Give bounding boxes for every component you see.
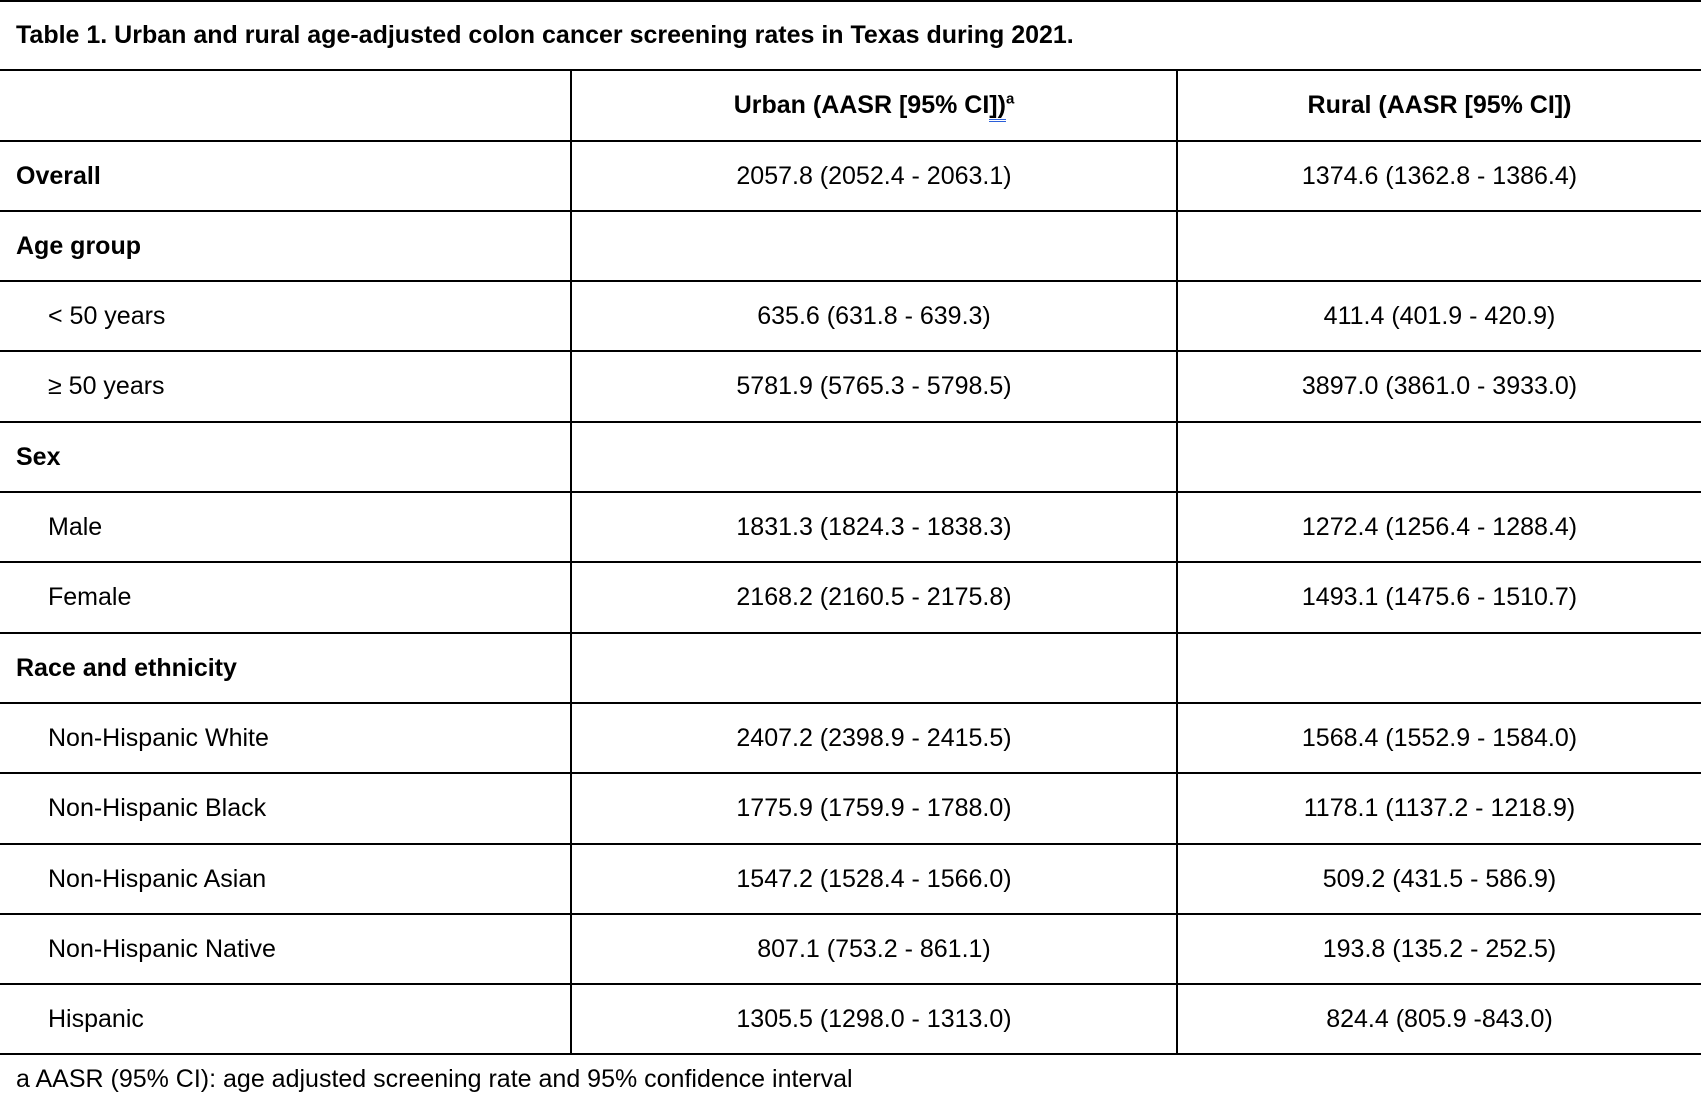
rural-value: 1272.4 (1256.4 - 1288.4) bbox=[1177, 492, 1701, 562]
rural-value: 1374.6 (1362.8 - 1386.4) bbox=[1177, 141, 1701, 211]
row-label: Non-Hispanic Black bbox=[0, 773, 571, 844]
header-rural: Rural (AASR [95% CI]) bbox=[1177, 71, 1701, 141]
row-label: Overall bbox=[0, 141, 571, 211]
urban-value: 2057.8 (2052.4 - 2063.1) bbox=[571, 141, 1177, 211]
rural-value bbox=[1177, 211, 1701, 281]
row-label: Race and ethnicity bbox=[0, 633, 571, 703]
row-label: ≥ 50 years bbox=[0, 351, 571, 422]
table-row bbox=[0, 492, 1701, 562]
urban-value: 1305.5 (1298.0 - 1313.0) bbox=[571, 984, 1177, 1054]
urban-value: 635.6 (631.8 - 639.3) bbox=[571, 281, 1177, 351]
header-urban bbox=[571, 71, 1177, 141]
footnote-marker: a bbox=[1005, 90, 1015, 108]
urban-value: 807.1 (753.2 - 861.1) bbox=[571, 914, 1177, 984]
rural-value: 1568.4 (1552.9 - 1584.0) bbox=[1177, 703, 1701, 773]
rural-value: 411.4 (401.9 - 420.9) bbox=[1177, 281, 1701, 351]
row-label: Non-Hispanic Native bbox=[0, 914, 571, 984]
table-row bbox=[0, 422, 1701, 492]
urban-value: 1831.3 (1824.3 - 1838.3) bbox=[571, 492, 1177, 562]
table-row bbox=[0, 562, 1701, 633]
rural-value: 1178.1 (1137.2 - 1218.9) bbox=[1177, 773, 1701, 844]
urban-value: 2407.2 (2398.9 - 2415.5) bbox=[571, 703, 1177, 773]
row-label: Sex bbox=[0, 422, 571, 492]
table-row bbox=[0, 984, 1701, 1054]
table-footnote: a AASR (95% CI): age adjusted screening rate and 95% confidence interval bbox=[16, 1065, 853, 1093]
data-table bbox=[0, 71, 1701, 1055]
row-label: Female bbox=[0, 562, 571, 633]
rural-value: 193.8 (135.2 - 252.5) bbox=[1177, 914, 1701, 984]
header-urban-underlined: ]) bbox=[989, 91, 1006, 122]
urban-value: 2168.2 (2160.5 - 2175.8) bbox=[571, 562, 1177, 633]
urban-value bbox=[571, 211, 1177, 281]
table-row bbox=[0, 141, 1701, 211]
header-urban-text: Urban (AASR [95% CI bbox=[733, 91, 990, 119]
table-row bbox=[0, 351, 1701, 422]
urban-value bbox=[571, 633, 1177, 703]
row-label: Hispanic bbox=[0, 984, 571, 1054]
rural-value: 1493.1 (1475.6 - 1510.7) bbox=[1177, 562, 1701, 633]
header-row bbox=[0, 71, 1701, 141]
table-caption: Table 1. Urban and rural age-adjusted colon cancer screening rates in Texas during 2021. bbox=[0, 0, 1701, 71]
table-row bbox=[0, 633, 1701, 703]
rural-value: 509.2 (431.5 - 586.9) bbox=[1177, 844, 1701, 914]
row-label: Non-Hispanic White bbox=[0, 703, 571, 773]
rural-value: 3897.0 (3861.0 - 3933.0) bbox=[1177, 351, 1701, 422]
rural-value bbox=[1177, 422, 1701, 492]
urban-value: 5781.9 (5765.3 - 5798.5) bbox=[571, 351, 1177, 422]
header-empty-cell bbox=[0, 71, 571, 141]
table-row bbox=[0, 211, 1701, 281]
row-label: Non-Hispanic Asian bbox=[0, 844, 571, 914]
table-row bbox=[0, 844, 1701, 914]
table-row bbox=[0, 914, 1701, 984]
rural-value bbox=[1177, 633, 1701, 703]
row-label: Age group bbox=[0, 211, 571, 281]
table-row bbox=[0, 703, 1701, 773]
urban-value: 1775.9 (1759.9 - 1788.0) bbox=[571, 773, 1177, 844]
urban-value bbox=[571, 422, 1177, 492]
urban-value: 1547.2 (1528.4 - 1566.0) bbox=[571, 844, 1177, 914]
row-label: Male bbox=[0, 492, 571, 562]
table-row bbox=[0, 773, 1701, 844]
row-label: < 50 years bbox=[0, 281, 571, 351]
rural-value: 824.4 (805.9 -843.0) bbox=[1177, 984, 1701, 1054]
table-row bbox=[0, 281, 1701, 351]
